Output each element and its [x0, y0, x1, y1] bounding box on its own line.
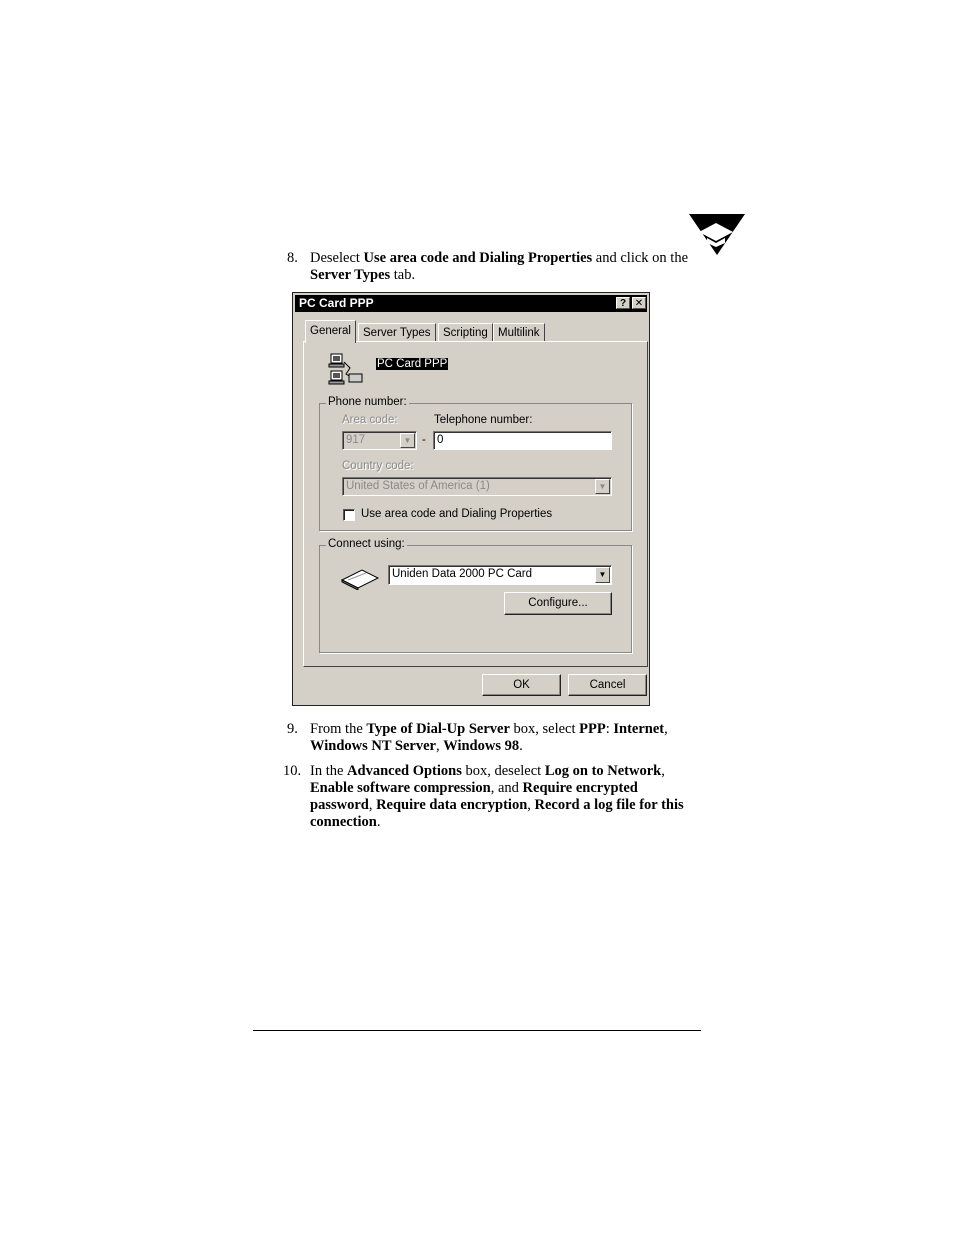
- text-run: .: [519, 738, 523, 754]
- bold-term: PPP: [579, 721, 606, 737]
- text-run: In the: [310, 763, 348, 779]
- instruction-step-10: [283, 763, 699, 831]
- dropdown-arrow-icon[interactable]: ▼: [400, 433, 415, 448]
- bold-term: Windows NT Server: [310, 738, 436, 754]
- step-text: [310, 763, 699, 831]
- connect-using-label: Connect using:: [328, 538, 405, 550]
- bold-term: Use area code and Dialing Properties: [363, 250, 593, 266]
- configure-button[interactable]: Configure...: [504, 592, 612, 615]
- title-bar: [295, 295, 647, 312]
- text-run: ,: [527, 797, 535, 813]
- dropdown-arrow-icon[interactable]: ▼: [595, 567, 610, 583]
- text-run: box, select: [509, 721, 580, 737]
- country-code-dropdown[interactable]: [342, 477, 612, 496]
- tab-general[interactable]: General: [305, 320, 356, 343]
- help-button[interactable]: ?: [616, 297, 630, 309]
- text-run: and click on the: [592, 250, 689, 266]
- footer-rule: [253, 1030, 701, 1031]
- tab-multilink[interactable]: Multilink: [493, 323, 545, 342]
- area-code-label: Area code:: [342, 414, 398, 426]
- tab-scripting[interactable]: Scripting: [438, 323, 493, 342]
- dropdown-arrow-icon[interactable]: ▼: [595, 479, 610, 494]
- text-run: :: [605, 721, 614, 737]
- area-code-value: 917: [346, 434, 366, 446]
- telephone-number-input[interactable]: 0: [433, 431, 612, 450]
- tab-server-types[interactable]: Server Types: [358, 323, 436, 342]
- text-run: box, deselect: [461, 763, 545, 779]
- bold-term: Require encrypted password: [310, 780, 638, 813]
- instruction-step-9: [287, 721, 699, 755]
- connection-name[interactable]: PC Card PPP: [377, 358, 448, 370]
- text-run: .: [376, 814, 381, 830]
- phone-number-group: [319, 396, 632, 531]
- bold-term: Enable software compression: [310, 780, 491, 796]
- area-code-dropdown[interactable]: [342, 431, 417, 450]
- bold-term: Windows 98: [443, 738, 520, 754]
- bold-term: Require data encryption: [376, 797, 528, 813]
- close-button[interactable]: ✕: [632, 297, 646, 309]
- country-code-label: Country code:: [342, 460, 414, 472]
- telephone-number-label: Telephone number:: [434, 414, 533, 426]
- text-run: ,: [435, 738, 444, 754]
- pc-card-modem-icon: [340, 568, 380, 590]
- step-number: 9.: [287, 721, 298, 737]
- country-code-value: United States of America (1): [346, 480, 490, 492]
- step-number: 8.: [287, 250, 298, 266]
- general-tab-panel: [303, 341, 648, 667]
- use-area-code-checkbox[interactable]: [343, 509, 355, 521]
- ok-button[interactable]: OK: [482, 674, 561, 696]
- instruction-step-8: [287, 250, 699, 284]
- bold-term: Type of Dial-Up Server: [366, 721, 510, 737]
- pc-card-ppp-dialog: [292, 292, 650, 706]
- connect-using-group: [319, 538, 632, 653]
- phone-number-label: Phone number:: [328, 396, 407, 408]
- device-value: Uniden Data 2000 PC Card: [392, 568, 532, 580]
- use-area-code-label[interactable]: Use area code and Dialing Properties: [361, 508, 553, 520]
- text-run: ,: [368, 797, 377, 813]
- bold-term: Log on to Network: [544, 763, 662, 779]
- bold-term: Server Types: [310, 267, 391, 283]
- text-run: From the: [310, 721, 367, 737]
- computers-network-icon: [328, 352, 364, 386]
- cancel-button[interactable]: Cancel: [568, 674, 647, 696]
- step-text: [310, 250, 699, 284]
- device-dropdown[interactable]: [388, 565, 612, 585]
- bold-term: Record a log file for this connection: [310, 797, 684, 830]
- step-text: [310, 721, 699, 755]
- dialog-title: PC Card PPP: [299, 296, 374, 310]
- bold-term: Advanced Options: [347, 763, 462, 779]
- text-run: ,: [664, 721, 668, 737]
- dash-separator: -: [422, 434, 426, 446]
- bold-term: Internet: [613, 721, 665, 737]
- text-run: Deselect: [310, 250, 364, 266]
- text-run: ,: [661, 763, 665, 779]
- text-run: tab.: [390, 267, 416, 283]
- step-number: 10.: [283, 763, 302, 779]
- text-run: , and: [490, 780, 523, 796]
